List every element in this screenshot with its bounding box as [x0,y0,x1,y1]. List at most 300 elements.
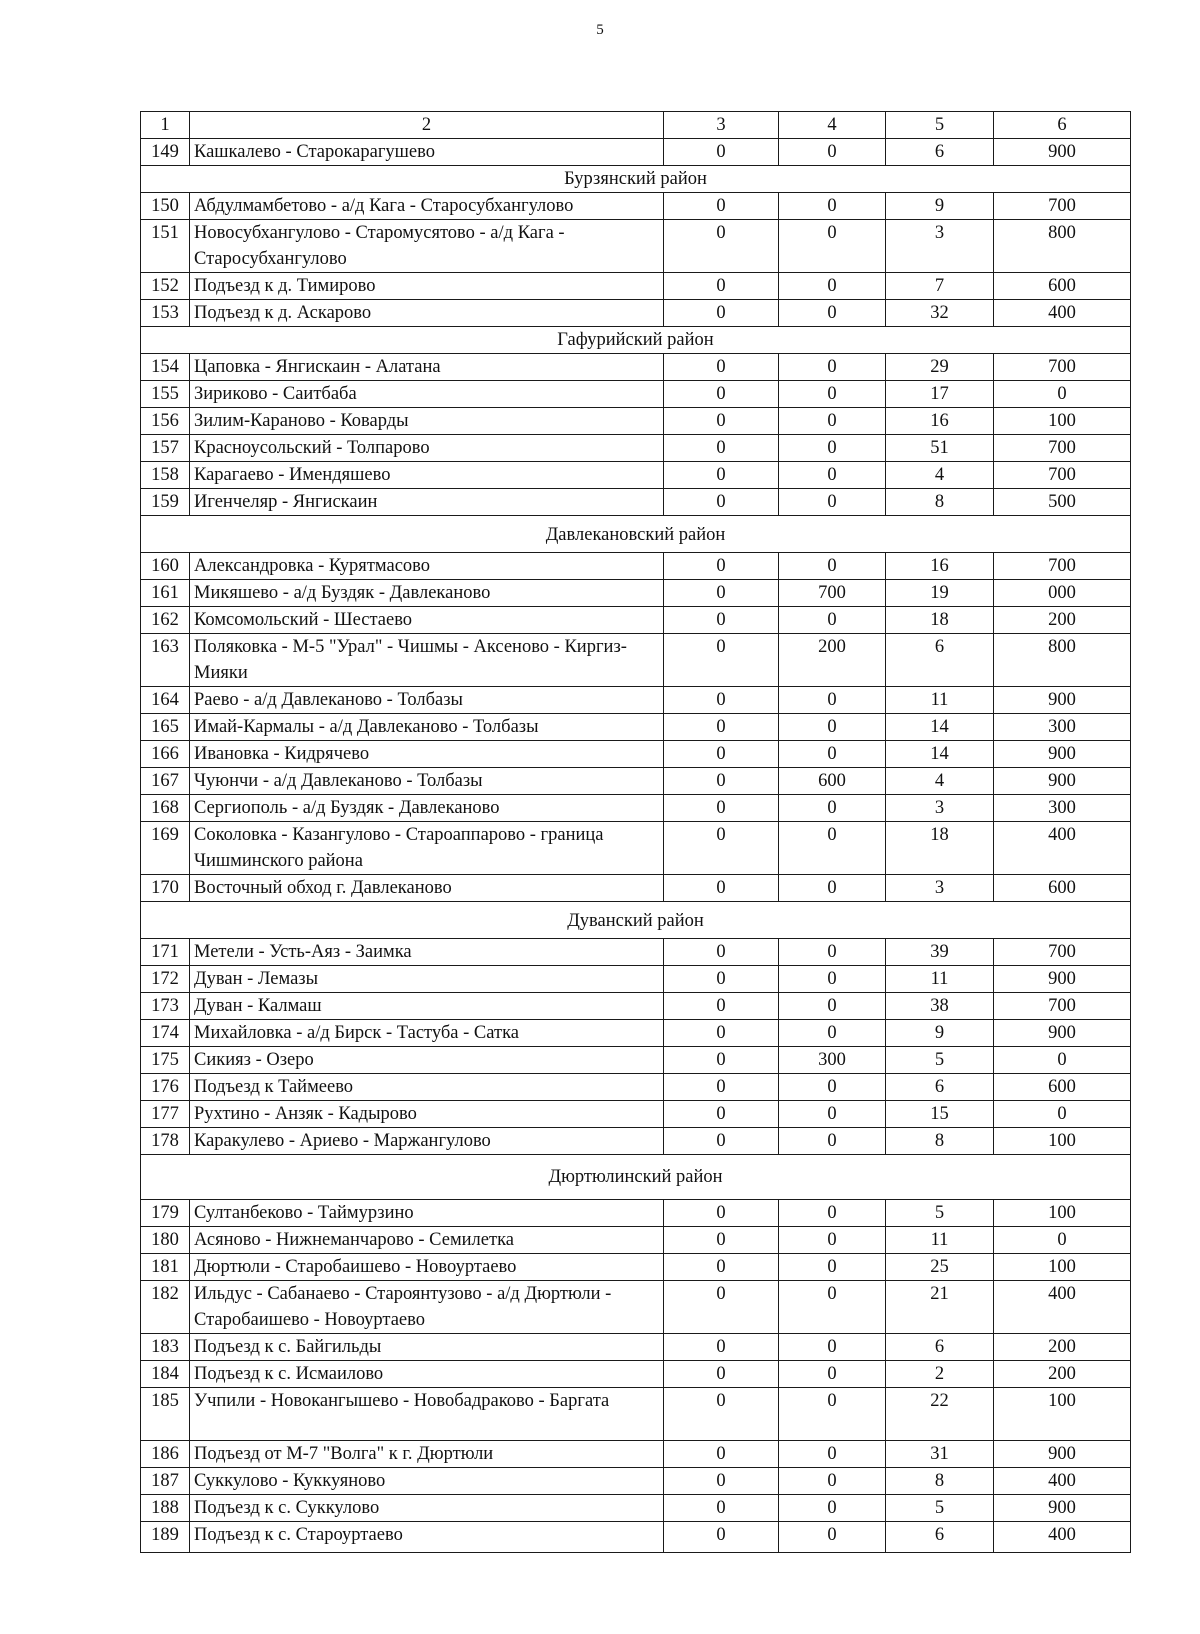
road-name: Подъезд от М-7 "Волга" к г. Дюртюли [190,1441,664,1468]
value-col-4: 0 [779,220,886,273]
row-number: 168 [141,795,190,822]
table-row [141,381,1131,408]
district-name: Давлекановский район [141,516,1131,553]
row-number: 187 [141,1468,190,1495]
value-col-3: 0 [664,875,779,902]
value-col-3: 0 [664,1200,779,1227]
value-col-6: 700 [994,435,1131,462]
value-col-5: 32 [886,300,994,327]
value-col-4: 0 [779,1020,886,1047]
row-number: 166 [141,741,190,768]
value-col-3: 0 [664,822,779,875]
header-cell-4: 4 [779,112,886,139]
value-col-5: 38 [886,993,994,1020]
value-col-4: 700 [779,580,886,607]
value-col-5: 6 [886,634,994,687]
table-row [141,822,1131,875]
value-col-6: 700 [994,462,1131,489]
value-col-5: 8 [886,1468,994,1495]
row-number: 169 [141,822,190,875]
value-col-4: 0 [779,939,886,966]
row-number: 167 [141,768,190,795]
table-body [141,112,1131,1553]
value-col-6: 400 [994,1468,1131,1495]
value-col-4: 0 [779,607,886,634]
value-col-6: 600 [994,875,1131,902]
value-col-6: 900 [994,687,1131,714]
value-col-6: 900 [994,768,1131,795]
value-col-4: 200 [779,634,886,687]
district-row [141,1155,1131,1200]
row-number: 165 [141,714,190,741]
value-col-6: 000 [994,580,1131,607]
value-col-6: 800 [994,220,1131,273]
value-col-6: 900 [994,741,1131,768]
value-col-4: 0 [779,462,886,489]
value-col-4: 0 [779,714,886,741]
row-number: 180 [141,1227,190,1254]
road-name: Асяново - Нижнеманчарово - Семилетка [190,1227,664,1254]
table-row [141,1468,1131,1495]
header-cell-6: 6 [994,112,1131,139]
road-name: Михайловка - а/д Бирск - Тастуба - Сатка [190,1020,664,1047]
table-row [141,1495,1131,1522]
value-col-6: 600 [994,1074,1131,1101]
road-name: Султанбеково - Таймурзино [190,1200,664,1227]
header-cell-2: 2 [190,112,664,139]
table-row [141,553,1131,580]
value-col-4: 0 [779,1495,886,1522]
table-row [141,300,1131,327]
table-row [141,1047,1131,1074]
table-row [141,939,1131,966]
row-number: 152 [141,273,190,300]
table-row [141,1441,1131,1468]
value-col-3: 0 [664,381,779,408]
value-col-6: 700 [994,193,1131,220]
row-number: 175 [141,1047,190,1074]
row-number: 176 [141,1074,190,1101]
value-col-3: 0 [664,462,779,489]
value-col-3: 0 [664,435,779,462]
row-number: 186 [141,1441,190,1468]
road-name: Сергиополь - а/д Буздяк - Давлеканово [190,795,664,822]
value-col-3: 0 [664,1227,779,1254]
table-row [141,795,1131,822]
road-name: Соколовка - Казангулово - Староаппарово - граница Чишминского района [190,822,664,875]
value-col-4: 300 [779,1047,886,1074]
value-col-3: 0 [664,1441,779,1468]
road-name: Подъезд к с. Байгильды [190,1334,664,1361]
table-row [141,489,1131,516]
road-name: Александровка - Курятмасово [190,553,664,580]
road-name: Абдулмамбетово - а/д Кага - Старосубхангулово [190,193,664,220]
value-col-4: 0 [779,1441,886,1468]
value-col-3: 0 [664,634,779,687]
roads-table [140,111,1131,1553]
value-col-4: 0 [779,875,886,902]
table-row [141,408,1131,435]
road-name: Имай-Кармалы - а/д Давлеканово - Толбазы [190,714,664,741]
value-col-5: 17 [886,381,994,408]
road-name: Дуван - Лемазы [190,966,664,993]
value-col-5: 6 [886,1074,994,1101]
table-row [141,634,1131,687]
value-col-4: 0 [779,1128,886,1155]
value-col-5: 25 [886,1254,994,1281]
roads-table-container [140,111,1130,1553]
value-col-5: 16 [886,408,994,435]
table-row [141,193,1131,220]
value-col-3: 0 [664,1334,779,1361]
value-col-4: 0 [779,408,886,435]
road-name: Подъезд к д. Аскарово [190,300,664,327]
value-col-6: 200 [994,607,1131,634]
value-col-6: 100 [994,1388,1131,1441]
value-col-5: 4 [886,462,994,489]
road-name: Раево - а/д Давлеканово - Толбазы [190,687,664,714]
table-row [141,768,1131,795]
value-col-6: 100 [994,408,1131,435]
table-row [141,1361,1131,1388]
value-col-4: 0 [779,139,886,166]
value-col-5: 16 [886,553,994,580]
row-number: 185 [141,1388,190,1441]
row-number: 177 [141,1101,190,1128]
value-col-4: 0 [779,1227,886,1254]
table-row [141,139,1131,166]
value-col-3: 0 [664,1101,779,1128]
row-number: 153 [141,300,190,327]
value-col-5: 2 [886,1361,994,1388]
table-row [141,220,1131,273]
road-name: Подъезд к с. Староуртаево [190,1522,664,1553]
value-col-3: 0 [664,220,779,273]
value-col-5: 18 [886,822,994,875]
value-col-5: 5 [886,1200,994,1227]
table-row [141,1388,1131,1441]
value-col-3: 0 [664,741,779,768]
table-row [141,741,1131,768]
value-col-6: 200 [994,1361,1131,1388]
row-number: 170 [141,875,190,902]
header-cell-5: 5 [886,112,994,139]
value-col-6: 700 [994,553,1131,580]
road-name: Рухтино - Анзяк - Кадырово [190,1101,664,1128]
row-number: 183 [141,1334,190,1361]
value-col-4: 0 [779,354,886,381]
value-col-5: 6 [886,139,994,166]
road-name: Ильдус - Сабанаево - Староянтузово - а/д Дюртюли - Старобаишево - Новоуртаево [190,1281,664,1334]
value-col-4: 0 [779,966,886,993]
value-col-4: 0 [779,1522,886,1553]
row-number: 188 [141,1495,190,1522]
header-cell-1: 1 [141,112,190,139]
value-col-3: 0 [664,939,779,966]
value-col-6: 100 [994,1254,1131,1281]
value-col-5: 8 [886,1128,994,1155]
row-number: 172 [141,966,190,993]
road-name: Зириково - Саитбаба [190,381,664,408]
value-col-6: 900 [994,966,1131,993]
value-col-4: 0 [779,273,886,300]
table-row [141,1128,1131,1155]
value-col-3: 0 [664,1128,779,1155]
road-name: Карагаево - Имендяшево [190,462,664,489]
header-cell-3: 3 [664,112,779,139]
value-col-6: 0 [994,381,1131,408]
table-header-row [141,112,1131,139]
road-name: Микяшево - а/д Буздяк - Давлеканово [190,580,664,607]
road-name: Метели - Усть-Аяз - Заимка [190,939,664,966]
value-col-4: 0 [779,193,886,220]
row-number: 182 [141,1281,190,1334]
value-col-5: 11 [886,966,994,993]
value-col-4: 0 [779,553,886,580]
table-row [141,1281,1131,1334]
road-name: Комсомольский - Шестаево [190,607,664,634]
value-col-3: 0 [664,553,779,580]
value-col-4: 0 [779,993,886,1020]
value-col-3: 0 [664,354,779,381]
value-col-3: 0 [664,1522,779,1553]
road-name: Сикияз - Озеро [190,1047,664,1074]
district-name: Дуванский район [141,902,1131,939]
row-number: 149 [141,139,190,166]
value-col-4: 0 [779,1101,886,1128]
district-name: Бурзянский район [141,166,1131,193]
road-name: Новосубхангулово - Старомусятово - а/д Кага - Старосубхангулово [190,220,664,273]
value-col-6: 800 [994,634,1131,687]
district-row [141,516,1131,553]
value-col-5: 3 [886,220,994,273]
value-col-4: 0 [779,435,886,462]
value-col-6: 400 [994,1522,1131,1553]
value-col-4: 0 [779,822,886,875]
value-col-6: 300 [994,714,1131,741]
value-col-4: 0 [779,381,886,408]
road-name: Поляковка - М-5 "Урал" - Чишмы - Аксеново - Киргиз-Мияки [190,634,664,687]
value-col-6: 0 [994,1047,1131,1074]
value-col-4: 0 [779,1361,886,1388]
value-col-5: 7 [886,273,994,300]
row-number: 184 [141,1361,190,1388]
table-row [141,714,1131,741]
district-row [141,327,1131,354]
road-name: Игенчеляр - Янгискаин [190,489,664,516]
table-row [141,607,1131,634]
value-col-3: 0 [664,607,779,634]
row-number: 179 [141,1200,190,1227]
table-row [141,1522,1131,1553]
value-col-6: 900 [994,1020,1131,1047]
road-name: Цаповка - Янгискаин - Алатана [190,354,664,381]
value-col-6: 700 [994,939,1131,966]
value-col-3: 0 [664,1468,779,1495]
value-col-6: 600 [994,273,1131,300]
value-col-4: 600 [779,768,886,795]
row-number: 173 [141,993,190,1020]
value-col-3: 0 [664,1281,779,1334]
row-number: 164 [141,687,190,714]
row-number: 157 [141,435,190,462]
value-col-5: 22 [886,1388,994,1441]
value-col-6: 100 [994,1128,1131,1155]
table-row [141,993,1131,1020]
value-col-3: 0 [664,966,779,993]
road-name: Ивановка - Кидрячево [190,741,664,768]
road-name: Учпили - Новокангышево - Новобадраково - Баргата [190,1388,664,1441]
value-col-6: 400 [994,822,1131,875]
value-col-5: 3 [886,875,994,902]
value-col-5: 21 [886,1281,994,1334]
row-number: 150 [141,193,190,220]
value-col-3: 0 [664,1020,779,1047]
value-col-5: 39 [886,939,994,966]
value-col-3: 0 [664,489,779,516]
table-row [141,354,1131,381]
value-col-5: 9 [886,1020,994,1047]
row-number: 161 [141,580,190,607]
value-col-6: 0 [994,1101,1131,1128]
value-col-3: 0 [664,193,779,220]
road-name: Подъезд к Таймеево [190,1074,664,1101]
row-number: 160 [141,553,190,580]
table-row [141,1200,1131,1227]
value-col-5: 14 [886,714,994,741]
row-number: 156 [141,408,190,435]
road-name: Кашкалево - Старокарагушево [190,139,664,166]
table-row [141,435,1131,462]
table-row [141,1334,1131,1361]
road-name: Дуван - Калмаш [190,993,664,1020]
district-row [141,902,1131,939]
value-col-5: 29 [886,354,994,381]
row-number: 171 [141,939,190,966]
value-col-6: 0 [994,1227,1131,1254]
table-row [141,1254,1131,1281]
row-number: 155 [141,381,190,408]
value-col-4: 0 [779,687,886,714]
value-col-4: 0 [779,1074,886,1101]
table-row [141,1227,1131,1254]
district-row [141,166,1131,193]
value-col-3: 0 [664,1361,779,1388]
row-number: 151 [141,220,190,273]
value-col-6: 900 [994,1441,1131,1468]
road-name: Каракулево - Ариево - Маржангулово [190,1128,664,1155]
value-col-3: 0 [664,993,779,1020]
value-col-6: 900 [994,139,1131,166]
value-col-6: 700 [994,354,1131,381]
value-col-5: 31 [886,1441,994,1468]
road-name: Зилим-Караново - Коварды [190,408,664,435]
value-col-3: 0 [664,714,779,741]
value-col-5: 15 [886,1101,994,1128]
road-name: Подъезд к с. Суккулово [190,1495,664,1522]
table-row [141,1074,1131,1101]
value-col-4: 0 [779,1281,886,1334]
table-row [141,1101,1131,1128]
value-col-6: 300 [994,795,1131,822]
value-col-6: 400 [994,300,1131,327]
value-col-5: 6 [886,1334,994,1361]
value-col-4: 0 [779,1334,886,1361]
row-number: 174 [141,1020,190,1047]
value-col-4: 0 [779,741,886,768]
road-name: Подъезд к с. Исмаилово [190,1361,664,1388]
value-col-5: 3 [886,795,994,822]
road-name: Дюртюли - Старобаишево - Новоуртаево [190,1254,664,1281]
table-row [141,875,1131,902]
page-number: 5 [596,22,604,38]
road-name: Красноусольский - Толпарово [190,435,664,462]
table-row [141,273,1131,300]
row-number: 162 [141,607,190,634]
value-col-3: 0 [664,408,779,435]
value-col-4: 0 [779,1468,886,1495]
row-number: 158 [141,462,190,489]
value-col-3: 0 [664,687,779,714]
value-col-6: 900 [994,1495,1131,1522]
value-col-3: 0 [664,795,779,822]
value-col-5: 8 [886,489,994,516]
value-col-4: 0 [779,300,886,327]
table-row [141,966,1131,993]
road-name: Подъезд к д. Тимирово [190,273,664,300]
value-col-3: 0 [664,1388,779,1441]
value-col-4: 0 [779,1388,886,1441]
row-number: 178 [141,1128,190,1155]
value-col-5: 11 [886,687,994,714]
value-col-5: 6 [886,1522,994,1553]
table-row [141,687,1131,714]
value-col-3: 0 [664,273,779,300]
road-name: Восточный обход г. Давлеканово [190,875,664,902]
row-number: 189 [141,1522,190,1553]
value-col-5: 4 [886,768,994,795]
value-col-6: 700 [994,993,1131,1020]
value-col-3: 0 [664,139,779,166]
district-name: Дюртюлинский район [141,1155,1131,1200]
value-col-3: 0 [664,1074,779,1101]
value-col-5: 19 [886,580,994,607]
value-col-3: 0 [664,1495,779,1522]
value-col-5: 5 [886,1495,994,1522]
value-col-4: 0 [779,795,886,822]
value-col-4: 0 [779,1254,886,1281]
road-name: Суккулово - Куккуяново [190,1468,664,1495]
value-col-4: 0 [779,489,886,516]
value-col-5: 11 [886,1227,994,1254]
value-col-3: 0 [664,1254,779,1281]
row-number: 163 [141,634,190,687]
value-col-6: 500 [994,489,1131,516]
value-col-3: 0 [664,1047,779,1074]
road-name: Чуюнчи - а/д Давлеканово - Толбазы [190,768,664,795]
value-col-5: 14 [886,741,994,768]
table-row [141,580,1131,607]
value-col-3: 0 [664,580,779,607]
row-number: 181 [141,1254,190,1281]
table-row [141,1020,1131,1047]
row-number: 154 [141,354,190,381]
value-col-5: 18 [886,607,994,634]
row-number: 159 [141,489,190,516]
value-col-3: 0 [664,768,779,795]
value-col-6: 200 [994,1334,1131,1361]
value-col-6: 100 [994,1200,1131,1227]
